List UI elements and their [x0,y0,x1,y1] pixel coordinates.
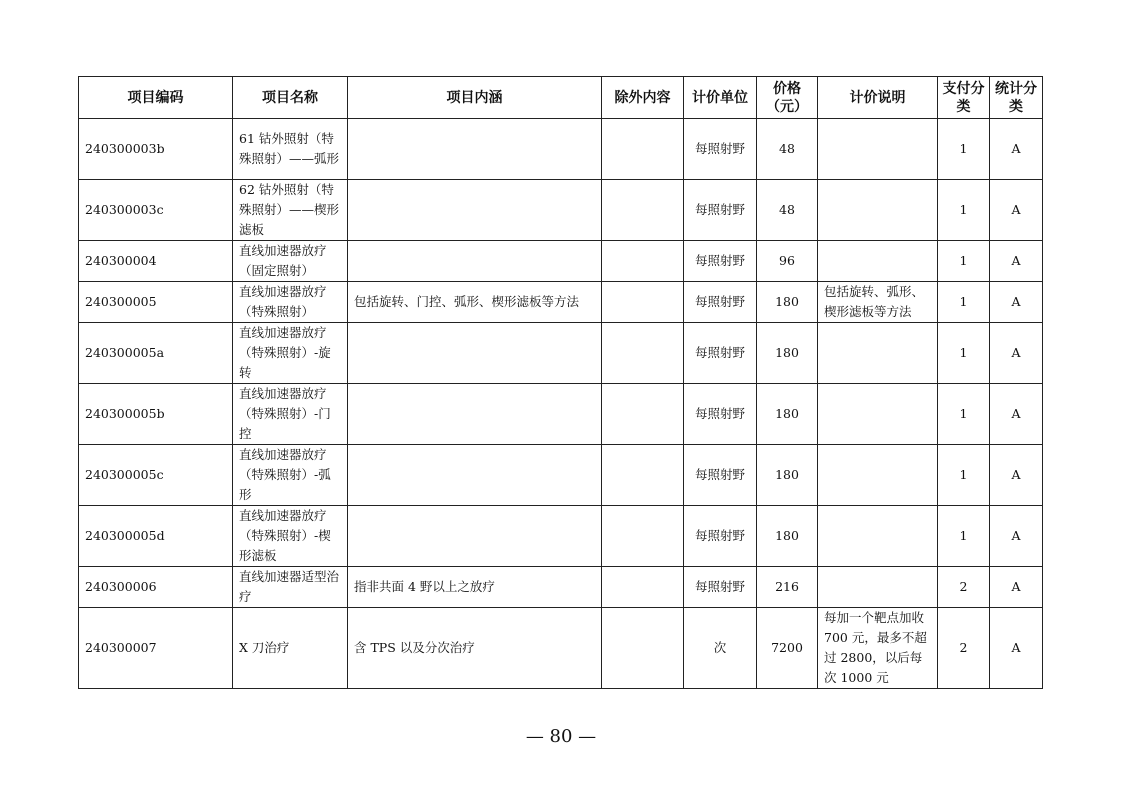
item-note [818,506,938,567]
item-stat-category: A [990,323,1043,384]
table-row [79,282,1043,323]
item-note: 包括旋转、弧形、楔形滤板等方法 [818,282,938,323]
item-content [348,119,602,180]
item-excluded [602,445,684,506]
item-excluded [602,506,684,567]
item-pay-category: 1 [938,323,990,384]
item-unit: 每照射野 [684,119,757,180]
item-pay-category: 1 [938,282,990,323]
item-name: 62 钴外照射（特殊照射）——楔形滤板 [233,180,348,241]
item-content: 含 TPS 以及分次治疗 [348,608,602,689]
item-code: 240300005d [79,506,233,567]
item-note [818,567,938,608]
table-row [79,384,1043,445]
item-code: 240300005 [79,282,233,323]
item-price: 180 [757,506,818,567]
item-pay-category: 1 [938,445,990,506]
item-content [348,241,602,282]
header-price: 价格（元） [757,77,818,119]
header-excluded: 除外内容 [602,77,684,119]
header-payment-category: 支付分类 [938,77,990,119]
item-unit: 每照射野 [684,567,757,608]
table-header-row [79,77,1043,119]
item-pay-category: 1 [938,119,990,180]
item-stat-category: A [990,608,1043,689]
item-price: 180 [757,384,818,445]
header-statistics-category: 统计分类 [990,77,1043,119]
item-name: 直线加速器放疗（特殊照射）-门控 [233,384,348,445]
item-name: 直线加速器放疗（特殊照射）-弧形 [233,445,348,506]
table-row [79,323,1043,384]
item-name: 直线加速器放疗（固定照射） [233,241,348,282]
table-row [79,445,1043,506]
header-item-content: 项目内涵 [348,77,602,119]
item-pay-category: 1 [938,241,990,282]
item-stat-category: A [990,506,1043,567]
item-note [818,180,938,241]
item-note [818,241,938,282]
price-table [78,76,1043,689]
item-unit: 每照射野 [684,445,757,506]
item-code: 240300005b [79,384,233,445]
item-unit: 每照射野 [684,180,757,241]
item-code: 240300003b [79,119,233,180]
item-pay-category: 1 [938,506,990,567]
item-excluded [602,384,684,445]
item-unit: 每照射野 [684,241,757,282]
item-name: 直线加速器放疗（特殊照射）-旋转 [233,323,348,384]
item-code: 240300005c [79,445,233,506]
item-stat-category: A [990,241,1043,282]
item-content: 包括旋转、门控、弧形、楔形滤板等方法 [348,282,602,323]
header-pricing-note: 计价说明 [818,77,938,119]
item-stat-category: A [990,445,1043,506]
item-excluded [602,567,684,608]
item-pay-category: 2 [938,608,990,689]
item-code: 240300003c [79,180,233,241]
item-content [348,445,602,506]
item-code: 240300004 [79,241,233,282]
item-unit: 每照射野 [684,323,757,384]
header-item-code: 项目编码 [79,77,233,119]
item-note [818,119,938,180]
item-pay-category: 2 [938,567,990,608]
item-price: 96 [757,241,818,282]
item-price: 180 [757,445,818,506]
item-price: 48 [757,180,818,241]
table-row [79,241,1043,282]
item-unit: 每照射野 [684,282,757,323]
item-stat-category: A [990,180,1043,241]
item-price: 216 [757,567,818,608]
header-unit: 计价单位 [684,77,757,119]
item-name: 直线加速器放疗（特殊照射） [233,282,348,323]
item-excluded [602,608,684,689]
page-number: — 80 — [525,726,597,747]
table-row [79,567,1043,608]
item-note: 每加一个靶点加收 700 元，最多不超过 2800，以后每次 1000 元 [818,608,938,689]
item-excluded [602,241,684,282]
item-content [348,384,602,445]
item-content [348,506,602,567]
header-item-name: 项目名称 [233,77,348,119]
item-code: 240300005a [79,323,233,384]
item-unit: 每照射野 [684,506,757,567]
item-code: 240300007 [79,608,233,689]
item-price: 48 [757,119,818,180]
item-stat-category: A [990,119,1043,180]
item-name: X 刀治疗 [233,608,348,689]
item-name: 直线加速器放疗（特殊照射）-楔形滤板 [233,506,348,567]
item-unit: 每照射野 [684,384,757,445]
item-name: 直线加速器适型治疗 [233,567,348,608]
item-content [348,323,602,384]
item-pay-category: 1 [938,384,990,445]
item-pay-category: 1 [938,180,990,241]
item-price: 180 [757,323,818,384]
item-content: 指非共面 4 野以上之放疗 [348,567,602,608]
item-note [818,445,938,506]
item-price: 180 [757,282,818,323]
item-excluded [602,323,684,384]
item-stat-category: A [990,282,1043,323]
item-excluded [602,119,684,180]
item-code: 240300006 [79,567,233,608]
item-stat-category: A [990,384,1043,445]
item-excluded [602,180,684,241]
table-row [79,119,1043,180]
item-name: 61 钴外照射（特殊照射）——弧形 [233,119,348,180]
item-unit: 次 [684,608,757,689]
item-price: 7200 [757,608,818,689]
item-content [348,180,602,241]
item-note [818,323,938,384]
item-note [818,384,938,445]
table-row [79,180,1043,241]
table-row [79,506,1043,567]
table-row [79,608,1043,689]
item-excluded [602,282,684,323]
item-stat-category: A [990,567,1043,608]
